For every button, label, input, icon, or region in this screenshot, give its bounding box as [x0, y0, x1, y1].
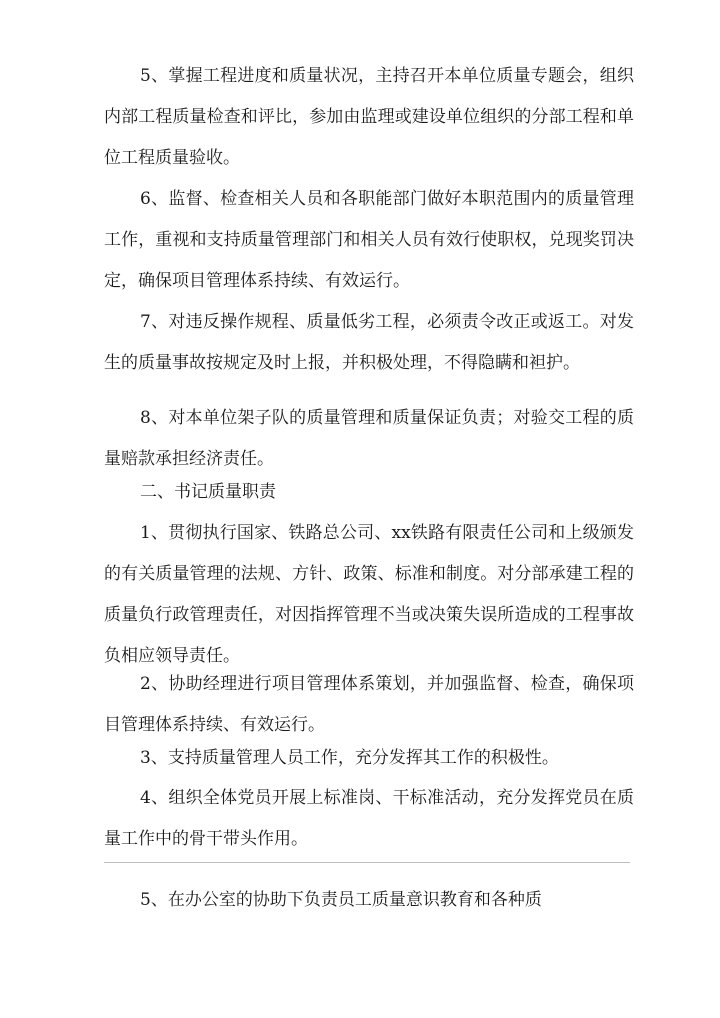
paragraph-item-5-continued: 5、在办公室的协助下负责员工质量意识教育和各种质: [140, 890, 542, 910]
page-break-divider: [104, 862, 630, 863]
paragraph-item-7: 7、对违反操作规程、质量低劣工程，必须责令改正或返工。对发生的质量事故按规定及时上报，并积极处理，不得隐瞒和袒护。: [104, 312, 634, 373]
section-heading-secretary: 二、书记质量职责: [140, 482, 276, 502]
paragraph-item-4: 4、组织全体党员开展上标准岗、干标准活动，充分发挥党员在质量工作中的骨干带头作用。: [104, 788, 634, 849]
paragraph-item-5: 5、掌握工程进度和质量状况，主持召开本单位质量专题会，组织内部工程质量检查和评比，参加由监理或建设单位组织的分部工程和单位工程质量验收。: [104, 66, 634, 168]
paragraph-item-3: 3、支持质量管理人员工作，充分发挥其工作的积极性。: [140, 748, 559, 768]
paragraph-item-6: 6、监督、检查相关人员和各职能部门做好本职范围内的质量管理工作，重视和支持质量管理部门和相关人员有效行使职权，兑现奖罚决定，确保项目管理体系持续、有效运行。: [104, 189, 634, 291]
paragraph-item-8: 8、对本单位架子队的质量管理和质量保证负责；对验交工程的质量赔款承担经济责任。: [104, 408, 634, 469]
paragraph-item-1: 1、贯彻执行国家、铁路总公司、xx铁路有限责任公司和上级颁发的有关质量管理的法规、方针、政策、标准和制度。对分部承建工程的质量负行政管理责任，对因指挥管理不当或决策失误所造成的工程事故负相应领导责任。: [104, 523, 634, 666]
paragraph-item-2: 2、协助经理进行项目管理体系策划，并加强监督、检查，确保项目管理体系持续、有效运行。: [104, 674, 634, 735]
